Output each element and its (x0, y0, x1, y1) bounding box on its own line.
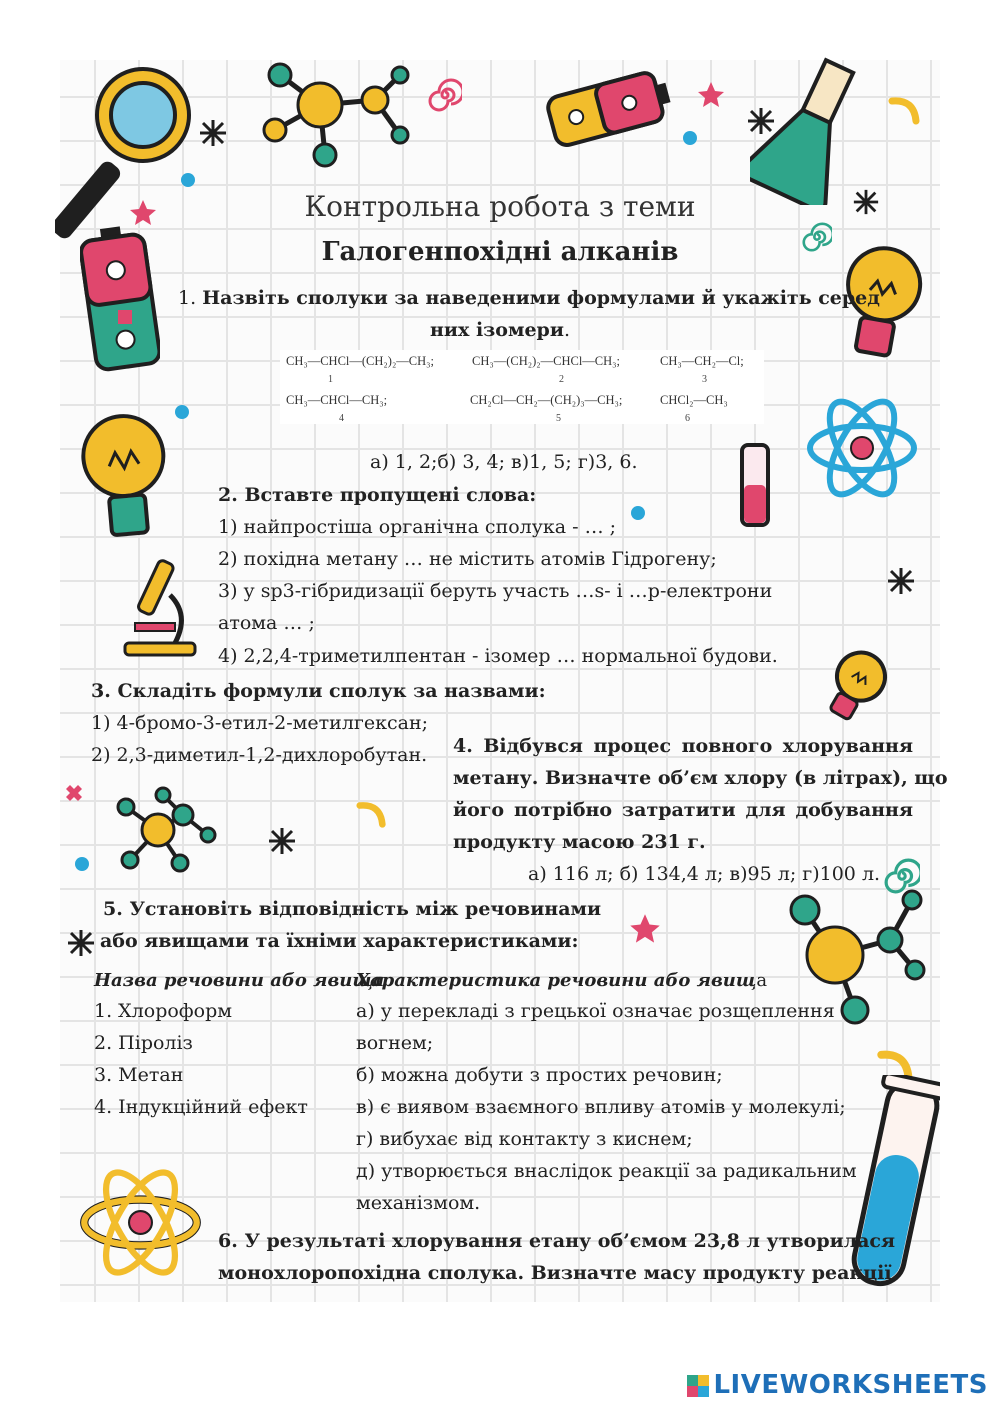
q5-title-line2: або явищами та їхніми характеристиками: (100, 930, 579, 952)
atom-icon (802, 388, 922, 508)
arc-icon (888, 95, 922, 125)
formula-num-1: 1 (328, 374, 333, 385)
formula-4: CH₃—CHCl—CH₃; (286, 393, 388, 407)
q5-col2-header (356, 970, 767, 991)
liveworksheets-text: LIVEWORKSHEETS (713, 1370, 988, 1400)
q1-text-b-end: . (563, 319, 570, 341)
formula-num-2: 2 (559, 374, 564, 385)
q2-item-3-cont: атома … ; (218, 612, 315, 634)
q6-line2: монохлоропохідна сполука. Визначте масу продукту реакції. (218, 1262, 899, 1284)
formula-num-3: 3 (702, 374, 707, 385)
molecule-icon (108, 785, 223, 880)
dot-icon (174, 404, 190, 420)
q5-col1-item-3: 3. Метан (94, 1064, 184, 1086)
battery-icon (540, 68, 680, 148)
spiral-icon (428, 78, 462, 112)
q6-line1: 6. У результаті хлорування етану об’ємом 23,8 л утворилася (218, 1230, 896, 1252)
q5-col2-header-text: Характеристика речовини або явищ (356, 970, 757, 991)
arc-icon (356, 798, 388, 830)
q2-item-1: 1) найпростіша органічна сполука - … ; (218, 516, 617, 538)
q5-col1-item-1: 1. Хлороформ (94, 1000, 233, 1022)
liveworksheets-logo (687, 1370, 988, 1400)
q4-line-1: 4. Відбувся процес повного хлорування (453, 735, 913, 757)
lightbulb-icon (75, 410, 175, 545)
formula-6: CHCl₂—CH₃ (660, 393, 728, 407)
q5-col2-item-3: в) є виявом взаємного впливу атомів у молекулі; (356, 1096, 846, 1118)
q2-title: 2. Вставте пропущені слова: (218, 484, 537, 506)
page-title-line2: Галогенпохідні алканів (321, 237, 679, 267)
formula-num-6: 6 (685, 413, 690, 424)
dot-icon (74, 856, 90, 872)
q2-item-4: 4) 2,2,4-триметилпентан - ізомер … нормальної будови. (218, 645, 778, 667)
sparkle-icon (66, 928, 96, 958)
formula-1: CH₃—CHCl—(CH₂)₂—CH₃; (286, 354, 434, 368)
test-tube-icon (730, 440, 780, 530)
liveworksheets-grid-icon (687, 1375, 709, 1397)
q4-line-2: метану. Визначте об’єм хлору (в літрах), що (453, 767, 948, 789)
q3-title: 3. Складіть формули сполук за назвами: (91, 680, 546, 702)
dot-icon (630, 505, 646, 521)
q5-col2-item-2: б) можна добути з простих речовин; (356, 1064, 723, 1086)
q4-answers: а) 116 л; б) 134,4 л; в)95 л; г)100 л. (528, 863, 881, 885)
q1-text: Назвіть сполуки за наведеними формулами й укажіть серед (202, 287, 880, 309)
q5-title-line1: 5. Установіть відповідність між речовинами (103, 898, 602, 920)
sparkle-icon (746, 106, 776, 136)
q1-text-line2 (0, 319, 1000, 341)
sparkle-icon (267, 826, 297, 856)
q5-col2-item-4: г) вибухає від контакту з киснем; (356, 1128, 693, 1150)
q5-col1-item-4: 4. Індукційний ефект (94, 1096, 308, 1118)
formula-num-4: 4 (339, 413, 344, 424)
q1-text-line1 (178, 287, 880, 309)
star-icon (696, 80, 726, 110)
q5-col2-header-end: а (756, 970, 768, 991)
q2-item-3: 3) у sp3-гібридизації беруть участь …s- і …р-електрони (218, 580, 773, 602)
molecule-icon (240, 55, 415, 175)
sparkle-icon (198, 118, 228, 148)
q3-item-1: 1) 4-бромо-3-етил-2-метилгексан; (91, 712, 429, 734)
page-title-line1: Контрольна робота з теми (304, 190, 696, 223)
dot-icon (682, 130, 698, 146)
q5-col2-item-5: д) утворюється внаслідок реакції за радикальним (356, 1160, 857, 1182)
dot-icon (180, 172, 196, 188)
formula-2: CH₃—(CH₂)₂—CHCl—CH₃; (472, 354, 620, 368)
q5-col2-item-1: а) у перекладі з грецької означає розщеплення (356, 1000, 835, 1022)
q4-line-4: продукту масою 231 г. (453, 831, 706, 853)
formula-3: CH₃—CH₂—Cl; (660, 354, 744, 368)
formula-num-5: 5 (556, 413, 561, 424)
lightbulb-icon (820, 645, 890, 730)
atom-icon (78, 1160, 203, 1285)
q5-col2-item-5-cont: механізмом. (356, 1192, 481, 1214)
q3-item-2: 2) 2,3-диметил-1,2-дихлоробутан. (91, 744, 428, 766)
q1-text-b: них ізомери (430, 319, 564, 341)
cross-icon (66, 785, 82, 801)
q5-col1-header: Назва речовини або явища (94, 970, 385, 991)
sparkle-icon (886, 566, 916, 596)
formula-5: CH₂Cl—CH₂—(CH₂)₃—CH₃; (470, 393, 623, 407)
q4-text (453, 730, 948, 858)
microscope-icon (120, 555, 200, 660)
q4-line-3: його потрібно затратити для добування (453, 799, 913, 821)
star-icon (628, 912, 662, 946)
q5-col1-item-2: 2. Піроліз (94, 1032, 193, 1054)
q2-item-2: 2) похідна метану … не містить атомів Гідрогену; (218, 548, 717, 570)
q1-answers: а) 1, 2;б) 3, 4; в)1, 5; г)3, 6. (370, 451, 638, 473)
q1-number: 1. (178, 287, 197, 309)
q5-col2-item-1-cont: вогнем; (356, 1032, 434, 1054)
